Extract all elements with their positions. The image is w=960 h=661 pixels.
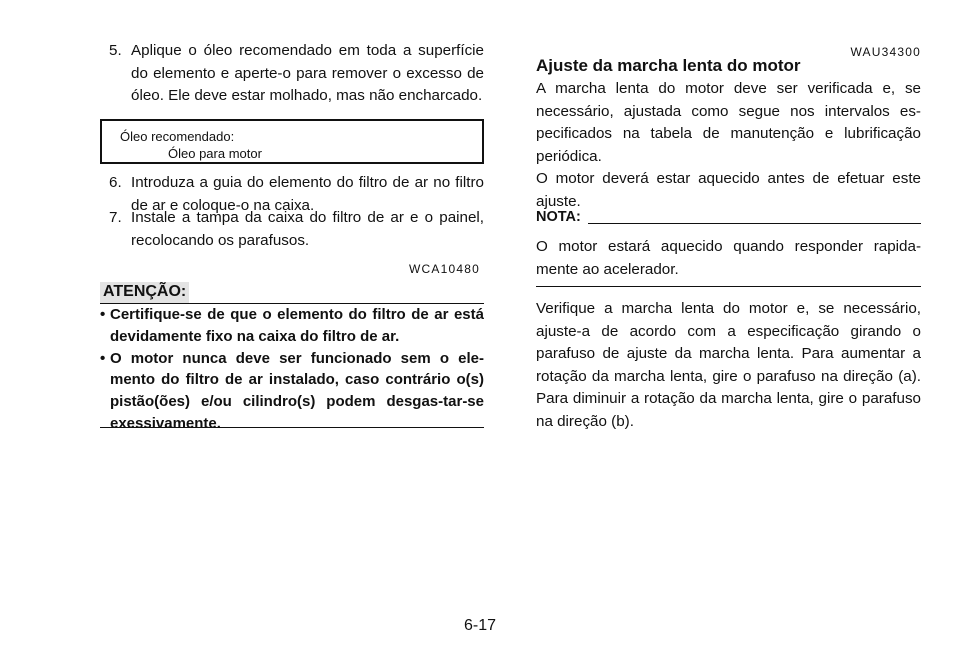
spec-label: Óleo recomendado: (120, 129, 235, 144)
bullet-icon: • (100, 349, 106, 367)
caution-code: WCA10480 (409, 262, 480, 276)
intro-paragraph-2: O motor deverá estar aquecido antes de efetuar este ajuste. (536, 170, 921, 210)
step-7-number: 7. (109, 209, 122, 226)
note-header (536, 209, 921, 227)
caution-heading: ATENÇÃO: (100, 282, 189, 303)
step-5-text: Aplique o óleo recomendado em toda a superfície do elemento e aperte-o para remover o excesso de óleo. Ele deve estar molhado, mas não encharcado. (131, 42, 484, 104)
spec-box (100, 119, 484, 164)
caution-header (100, 281, 484, 304)
intro (536, 78, 921, 213)
caution-list (100, 304, 484, 435)
intro-paragraph-1: A marcha lenta do motor deve ser verificada e, se necessário, ajustada como segue nos intervalos es-pecificados na tabela de manutenção e lubrificação periódica. (536, 80, 921, 165)
caution-end-rule (100, 427, 484, 428)
step-5-number: 5. (109, 42, 122, 59)
step-5 (100, 40, 484, 108)
bullet-icon: • (100, 306, 106, 323)
procedure-text: Verifique a marcha lenta do motor e, se necessário, ajuste-a de acordo com a especificação girando o parafuso de ajuste da marcha lenta. Para aumentar a rotação da marcha lenta, gire o parafuso na direção (a). Para diminuir a rotação da marcha lenta, gire o parafuso na direção (b). (536, 300, 921, 430)
step-7 (100, 207, 484, 252)
note-end-rule (536, 286, 921, 287)
section-code: WAU34300 (850, 45, 921, 59)
caution-item (100, 348, 484, 435)
note-header-rule (588, 223, 921, 224)
step-6-number: 6. (109, 174, 122, 191)
spec-value: Óleo para motor (168, 146, 262, 161)
step-6-text: Introduza a guia do elemento do filtro de ar no filtro de ar e coloque-o na caixa. (131, 174, 484, 214)
caution-item (100, 304, 484, 348)
note-heading: NOTA: (536, 209, 581, 225)
note-text: O motor estará aquecido quando responder rapida-mente ao acelerador. (536, 238, 921, 278)
step-7-text: Instale a tampa da caixa do filtro de ar e o painel, recolocando os parafusos. (131, 209, 484, 249)
caution-item-text: Certifique-se de que o elemento do filtro de ar está devidamente fixo na caixa do filtro de ar. (110, 306, 484, 345)
caution-item-text: O motor nunca deve ser funcionado sem o ele-mento do filtro de ar instalado, caso contrário o(s) pistão(ões) e/ou cilindro(s) podem desgas-tar-se exessivamente. (110, 349, 484, 432)
section-title: Ajuste da marcha lenta do motor (536, 56, 801, 75)
page-number: 6-17 (463, 617, 497, 634)
